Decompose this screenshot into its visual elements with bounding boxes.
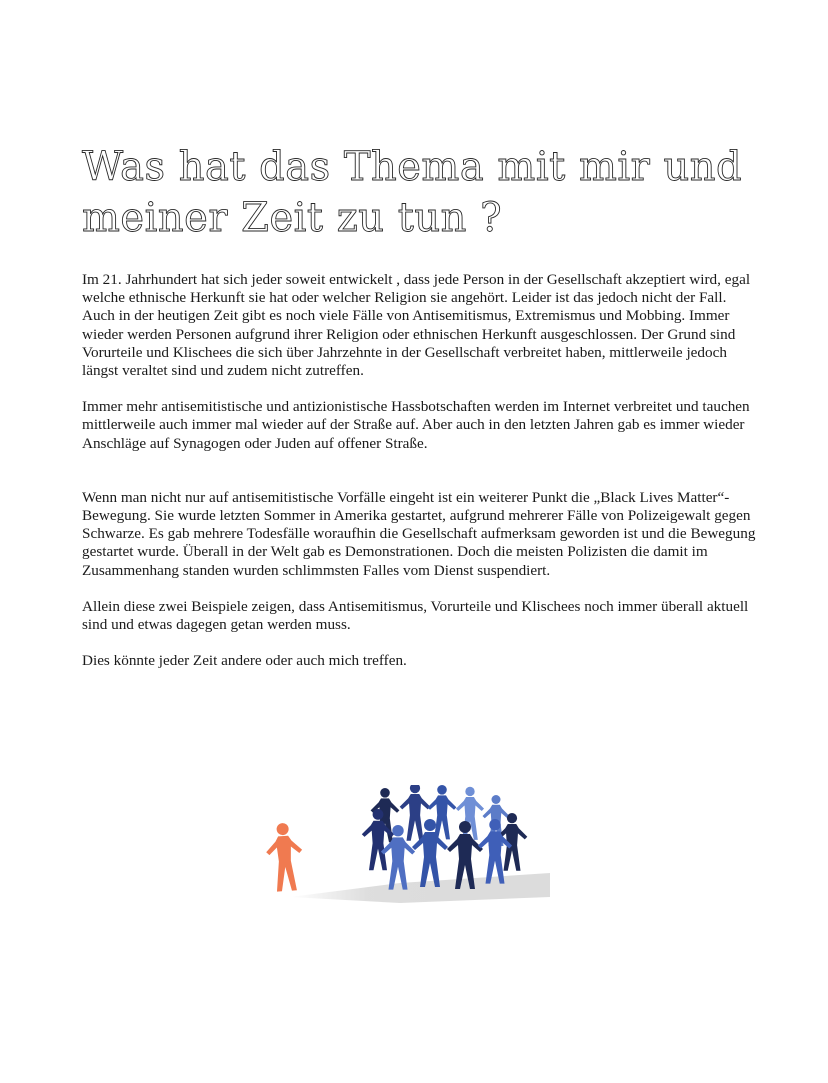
ground-shadow xyxy=(290,873,550,903)
outsider-figure xyxy=(264,822,305,892)
paragraph-antisemitism: Immer mehr antisemitistische und antizionistische Hassbotschaften werden im Internet verbreitet und tauchen mittlerweile auch immer mal wieder auf der Straße auf. Aber auch in den letzten Jahren gab es immer wieder Anschläge auf Synagogen oder Juden auf offener Straße. xyxy=(82,398,750,452)
paragraph-closing: Dies könnte jeder Zeit andere oder auch mich treffen. xyxy=(82,652,407,670)
document-body xyxy=(82,271,762,670)
page-title: Was hat das Thema mit mir und meiner Zeit zu tun ? xyxy=(82,144,743,241)
paragraph-intro: Im 21. Jahrhundert hat sich jeder soweit entwickelt , dass jede Person in der Gesellschaft akzeptiert wird, egal welche ethnische Herkunft sie hat oder welcher Religion sie angehört. Leider ist das jedoch nicht der Fall. Auch in der heutigen Zeit gibt es noch viele Fälle von Antisemitismus, Extremismus und Mobbing. Immer wieder werden Personen aufgrund ihrer Religion oder ethnischen Herkunft ausgeschlossen. Der Grund sind Vorurteile und Klischees die sich über Jahrzehnte in der Gesellschaft verbreitet haben, mittlerweile jedoch längst veraltet sind und zudem nicht zutreffen. xyxy=(82,271,751,380)
paragraph-conclusion: Allein diese zwei Beispiele zeigen, dass Antisemitismus, Vorurteile und Klischees noch immer überall aktuell sind und etwas dagegen getan werden muss. xyxy=(82,597,749,634)
paragraph-black-lives-matter: Wenn man nicht nur auf antisemitistische Vorfälle eingeht ist ein weiterer Punkt die „Black Lives Matter“- Bewegung. Sie wurde letzten Sommer in Amerika gestartet, aufgrund mehrerer Fälle von Polizeigewalt gegen Schwarze. Es gab mehrere Todesfälle woraufhin die Gesellschaft aufmerksam geworden ist und die Bewegung gestartet wurde. Überall in der Welt gab es Demonstrationen. Doch die meisten Polizisten die damit im Zusammenhang standen wurden schlimmsten Falles vom Dienst suspendiert. xyxy=(82,488,756,579)
excluded-person-circle-icon xyxy=(250,785,550,910)
